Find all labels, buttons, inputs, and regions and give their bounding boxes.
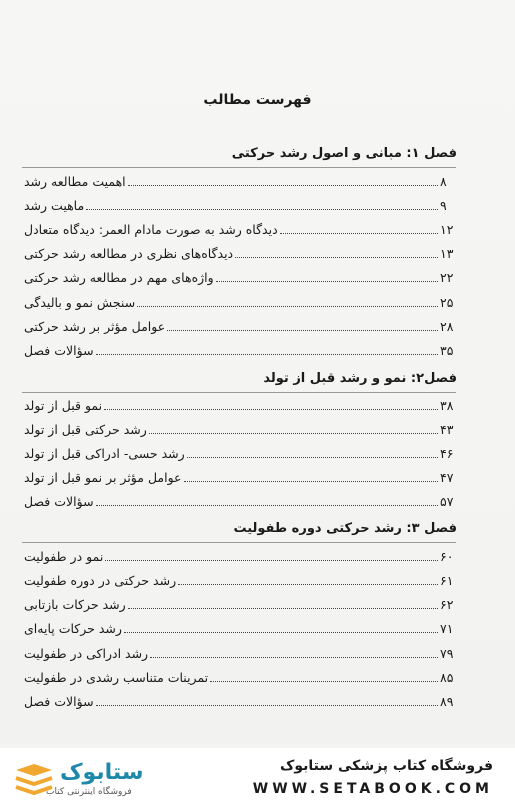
toc-entry-title: تمرینات متناسب رشدی در طفولیت bbox=[24, 670, 209, 685]
toc-page-number: ۸۵ bbox=[440, 670, 454, 685]
toc-entry bbox=[22, 467, 456, 487]
watermark-footer bbox=[0, 748, 515, 808]
shop-name: فروشگاه کتاب پزشکی ستابوک bbox=[280, 758, 493, 774]
toc-leader-dots bbox=[137, 306, 438, 307]
toc-entry-title: دیدگاه‌های نظری در مطالعه رشد حرکتی bbox=[24, 246, 234, 261]
toc-leader-dots bbox=[149, 433, 438, 434]
toc-entry-title: سؤالات فصل bbox=[24, 343, 94, 358]
toc-leader-dots bbox=[210, 681, 438, 682]
toc-entry-title: رشد ادراکی در طفولیت bbox=[24, 646, 149, 661]
toc-page-number: ۷۱ bbox=[440, 621, 454, 636]
toc-page-number: ۵۷ bbox=[440, 494, 454, 509]
toc-entry-title: واژه‌های مهم در مطالعه رشد حرکتی bbox=[24, 270, 214, 285]
toc-leader-dots bbox=[187, 457, 438, 458]
toc-page-number: ۳۸ bbox=[440, 398, 454, 413]
toc-entry bbox=[22, 340, 456, 360]
toc-page-number: ۴۷ bbox=[440, 470, 454, 485]
shop-url: WWW.SETABOOK.COM bbox=[252, 781, 493, 797]
toc-page-number: ۲۸ bbox=[440, 319, 454, 334]
toc-leader-dots bbox=[280, 233, 438, 234]
toc-page-number: ۱۲ bbox=[440, 222, 454, 237]
toc-entry bbox=[22, 267, 456, 287]
logo-brand-text: ستابوک bbox=[60, 760, 144, 785]
toc-page-number: ۶۰ bbox=[440, 549, 454, 564]
toc-entry bbox=[22, 667, 456, 687]
toc-entry bbox=[22, 171, 456, 191]
toc-entry bbox=[22, 643, 456, 663]
toc-entry-title: اهمیت مطالعه رشد bbox=[24, 174, 126, 189]
toc-page-number: ۷۹ bbox=[440, 646, 454, 661]
toc-page-number: ۳۵ bbox=[440, 343, 454, 358]
toc-entry-title: رشد حرکتی در دوره طفولیت bbox=[24, 573, 177, 588]
toc-entry bbox=[22, 316, 456, 336]
toc-entry-title: رشد حرکات بازتابی bbox=[24, 597, 126, 612]
toc-entry bbox=[22, 395, 456, 415]
chapter-heading: فصل۲: نمو و رشد قبل از تولد bbox=[263, 371, 457, 386]
toc-page-number: ۸۹ bbox=[440, 694, 454, 709]
toc-entry bbox=[22, 292, 456, 312]
toc-page-number: ۲۵ bbox=[440, 295, 454, 310]
toc-leader-dots bbox=[178, 584, 438, 585]
toc-entry-title: سؤالات فصل bbox=[24, 694, 94, 709]
chapter-heading: فصل ۳: رشد حرکتی دوره طفولیت bbox=[233, 521, 457, 536]
chapter-divider bbox=[22, 542, 456, 543]
toc-page-number: ۴۶ bbox=[440, 446, 454, 461]
toc-entry bbox=[22, 691, 456, 711]
setabook-logo bbox=[12, 760, 182, 800]
toc-leader-dots bbox=[235, 257, 438, 258]
toc-page-number: ۱۳ bbox=[440, 246, 454, 261]
toc-page-number: ۶۱ bbox=[440, 573, 454, 588]
toc-leader-dots bbox=[96, 705, 438, 706]
toc-entry bbox=[22, 195, 456, 215]
toc-leader-dots bbox=[167, 330, 438, 331]
toc-entry bbox=[22, 443, 456, 463]
toc-leader-dots bbox=[96, 505, 438, 506]
toc-entry-title: نمو قبل از تولد bbox=[24, 398, 103, 413]
toc-leader-dots bbox=[216, 281, 438, 282]
toc-entry-title: نمو در طفولیت bbox=[24, 549, 104, 564]
chapter-divider bbox=[22, 167, 456, 168]
toc-leader-dots bbox=[128, 185, 438, 186]
toc-entry bbox=[22, 419, 456, 439]
toc-leader-dots bbox=[96, 354, 438, 355]
toc-entry bbox=[22, 570, 456, 590]
toc-entry-title: دیدگاه رشد به صورت مادام العمر: دیدگاه متعادل bbox=[24, 222, 278, 237]
toc-page-number: ۴۳ bbox=[440, 422, 454, 437]
toc-leader-dots bbox=[150, 657, 438, 658]
toc-leader-dots bbox=[128, 608, 438, 609]
toc-page-number: ۸ bbox=[440, 174, 447, 189]
toc-page-number: ۲۲ bbox=[440, 270, 454, 285]
toc-entry-title: رشد حسی- ادراکی قبل از تولد bbox=[24, 446, 185, 461]
toc-entry-title: عوامل مؤثر بر نمو قبل از تولد bbox=[24, 470, 182, 485]
toc-leader-dots bbox=[184, 481, 439, 482]
toc-entry bbox=[22, 491, 456, 511]
toc-page-number: ۶۲ bbox=[440, 597, 454, 612]
toc-page-number: ۹ bbox=[440, 198, 447, 213]
toc-entry-title: عوامل مؤثر بر رشد حرکتی bbox=[24, 319, 166, 334]
toc-leader-dots bbox=[105, 560, 438, 561]
chapter-divider bbox=[22, 392, 456, 393]
toc-entry bbox=[22, 594, 456, 614]
toc-entry-title: رشد حرکتی قبل از تولد bbox=[24, 422, 147, 437]
toc-entry bbox=[22, 546, 456, 566]
logo-subtitle: فروشگاه اینترنتی کتاب bbox=[46, 787, 132, 797]
toc-entry-title: سنجش نمو و بالیدگی bbox=[24, 295, 136, 310]
toc-leader-dots bbox=[86, 209, 438, 210]
toc-leader-dots bbox=[124, 632, 438, 633]
chapter-heading: فصل ۱: مبانی و اصول رشد حرکتی bbox=[231, 146, 457, 161]
page-title: فهرست مطالب bbox=[203, 92, 312, 108]
toc-leader-dots bbox=[104, 409, 438, 410]
toc-entry bbox=[22, 219, 456, 239]
toc-entry-title: رشد حرکات پایه‌ای bbox=[24, 621, 122, 636]
toc-entry-title: سؤالات فصل bbox=[24, 494, 94, 509]
toc-entry bbox=[22, 618, 456, 638]
toc-entry-title: ماهیت رشد bbox=[24, 198, 85, 213]
toc-entry bbox=[22, 243, 456, 263]
